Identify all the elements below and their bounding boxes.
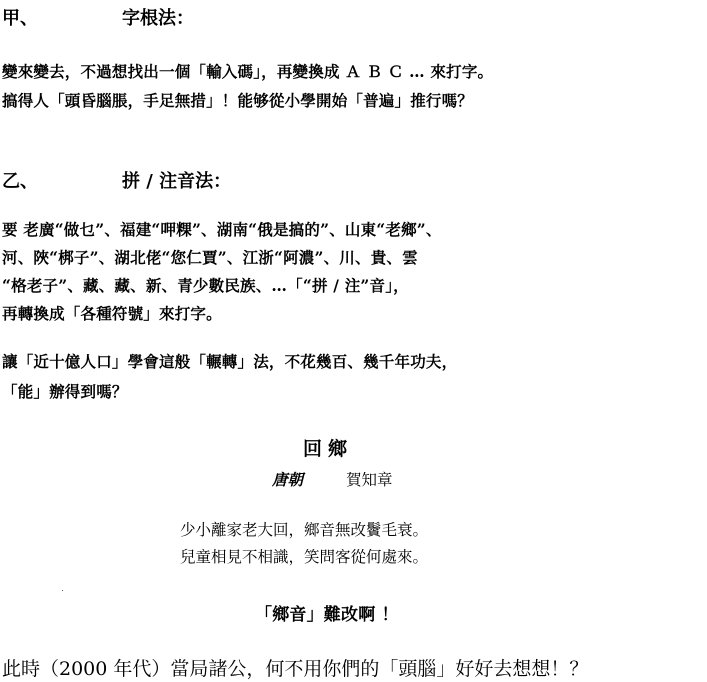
- poem-title: 回鄉: [303, 438, 354, 460]
- poem-dynasty: 唐朝: [272, 470, 304, 489]
- section-b-line-3: “格老子”、藏、藏、新、青少數民族、…「“拼 / 注”音」，: [2, 276, 409, 295]
- question-line-2: 「能」辦得到嗎？: [2, 382, 128, 401]
- section-a-line-2: 搞得人「頭昏腦脹，手足無措」！能够從小學開始「普遍」推行嗎？: [2, 91, 474, 110]
- section-a-label: 甲、: [2, 8, 38, 29]
- section-b-line-2: 河、陜“梆子”、湖北佬“您仁賈”、江浙“阿濃”、川、貴、雲: [2, 248, 418, 267]
- section-a-line-1: 變來變去，不過想找出一個「輸入碼」，再變換成 Ａ Ｂ Ｃ … 來打字。: [2, 62, 494, 81]
- poem-author: 賀知章: [346, 471, 393, 489]
- question-line-1: 讓「近十億人口」學會這般「輾轉」法，不花幾百、幾千年功夫，: [2, 352, 458, 371]
- poem-line-1: 少小離家老大回，鄉音無改鬢毛衰。: [180, 521, 429, 539]
- section-a-heading: 字根法：: [122, 8, 194, 29]
- emphasis-line: 「鄉音」難改啊 ！: [255, 605, 399, 625]
- final-line: 此時（2000 年代）當局諸公，何不用你們的「頭腦」好好去想想！？: [2, 658, 589, 680]
- section-b-label: 乙、: [2, 171, 38, 192]
- speck: [62, 590, 63, 591]
- section-b-heading: 拼 / 注音法：: [122, 171, 232, 192]
- poem-line-2: 兒童相見不相識，笑問客從何處來。: [180, 548, 429, 566]
- section-b-line-1: 要 老廣“做乜”、福建“呷粿”、湖南“俄是搞的”、山東“老鄉”、: [2, 220, 442, 239]
- section-b-line-4: 再轉換成「各種符號」來打字。: [2, 304, 222, 323]
